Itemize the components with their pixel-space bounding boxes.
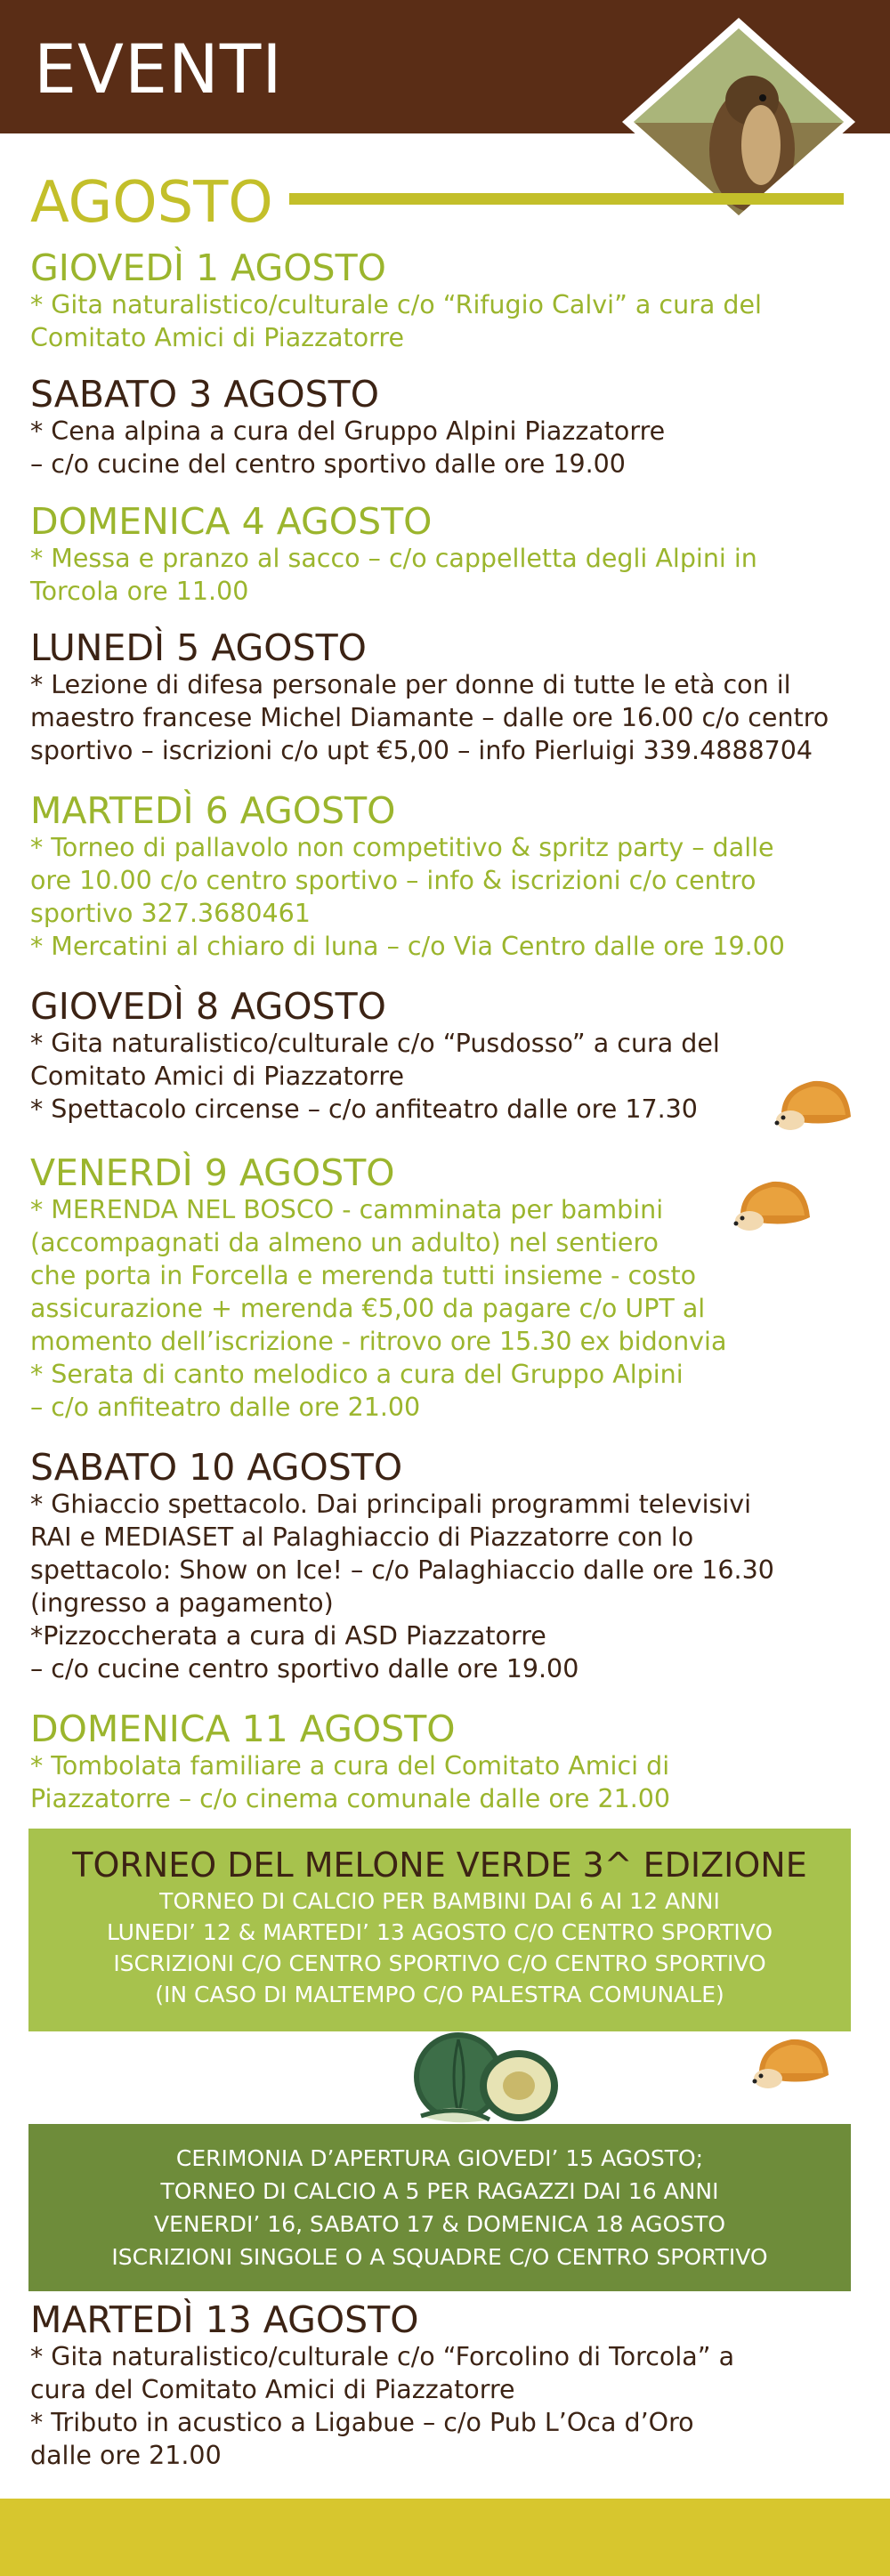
event-line: dalle ore 21.00 (30, 2441, 222, 2470)
event-line: – c/o anfiteatro dalle ore 21.00 (30, 1393, 421, 1422)
event-line: * Ghiaccio spettacolo. Dai principali programmi televisivi (30, 1490, 752, 1519)
hedgehog-icon (773, 1072, 854, 1136)
event-line: * MERENDA NEL BOSCO - camminata per bambini (30, 1195, 664, 1224)
event-day: SABATO 3 AGOSTO (30, 373, 380, 416)
event-line: – c/o cucine centro sportivo dalle ore 19.00 (30, 1654, 579, 1684)
torneo-line: LUNEDI’ 12 & MARTEDI’ 13 AGOSTO C/O CENTRO SPORTIVO (106, 1919, 773, 1945)
cerimonia-line: ISCRIZIONI SINGOLE O A SQUADRE C/O CENTRO SPORTIVO (111, 2244, 768, 2270)
event-line: * Gita naturalistico/culturale c/o “Pusdosso” a cura del (30, 1029, 720, 1058)
event-day: MARTEDÌ 6 AGOSTO (30, 789, 396, 832)
event-line: spettacolo: Show on Ice! – c/o Palaghiaccio dalle ore 16.30 (30, 1555, 774, 1585)
event-line: * Serata di canto melodico a cura del Gruppo Alpini (30, 1360, 684, 1389)
event-line: * Torneo di pallavolo non competitivo & spritz party – dalle (30, 833, 774, 862)
event-line: * Lezione di difesa personale per donne di tutte le età con il (30, 670, 791, 699)
event-line: * Tombolata familiare a cura del Comitato Amici di (30, 1751, 670, 1781)
event-line: Torcola ore 11.00 (30, 577, 249, 606)
event-line: assicurazione + merenda €5,00 da pagare c/o UPT al (30, 1294, 706, 1323)
torneo-melone-verde-box (28, 1829, 851, 2031)
event-10-agosto (30, 1447, 858, 1685)
cerimonia-line: TORNEO DI CALCIO A 5 PER RAGAZZI DAI 16 ANNI (160, 2178, 719, 2204)
event-5-agosto (30, 627, 858, 767)
event-line: Comitato Amici di Piazzatorre (30, 1062, 404, 1091)
torneo-line: TORNEO DI CALCIO PER BAMBINI DAI 6 AI 12 ANNI (159, 1888, 720, 1914)
event-day: VENERDÌ 9 AGOSTO (30, 1151, 395, 1194)
page-title: EVENTI (34, 29, 283, 109)
event-line: maestro francese Michel Diamante – dalle ore 16.00 c/o centro (30, 703, 829, 732)
event-line: sportivo 327.3680461 (30, 899, 311, 928)
hedgehog-icon (750, 2031, 832, 2095)
hedgehog-icon (732, 1173, 813, 1237)
event-day: LUNEDÌ 5 AGOSTO (30, 626, 367, 669)
event-line: (accompagnati da almeno un adulto) nel sentiero (30, 1228, 659, 1257)
event-line: (ingresso a pagamento) (30, 1588, 334, 1618)
event-6-agosto (30, 790, 858, 963)
footer-bar (0, 2499, 890, 2576)
torneo-line: ISCRIZIONI C/O CENTRO SPORTIVO C/O CENTRO SPORTIVO (113, 1950, 766, 1976)
cerimonia-box (28, 2124, 851, 2291)
event-line: * Mercatini al chiaro di luna – c/o Via Centro dalle ore 19.00 (30, 932, 785, 961)
event-line: * Tributo in acustico a Ligabue – c/o Pub L’Oca d’Oro (30, 2408, 694, 2437)
month-title: AGOSTO (30, 170, 273, 236)
event-line: RAI e MEDIASET al Palaghiaccio di Piazzatorre con lo (30, 1522, 694, 1552)
event-line: * Cena alpina a cura del Gruppo Alpini Piazzatorre (30, 416, 666, 446)
cerimonia-line: CERIMONIA D’APERTURA GIOVEDI’ 15 AGOSTO; (175, 2145, 704, 2171)
event-day: DOMENICA 4 AGOSTO (30, 500, 433, 543)
event-line: * Spettacolo circense – c/o anfiteatro dalle ore 17.30 (30, 1094, 698, 1124)
event-line: *Pizzoccherata a cura di ASD Piazzatorre (30, 1621, 546, 1651)
event-13-agosto (30, 2299, 858, 2472)
event-4-agosto (30, 501, 858, 608)
event-line: * Gita naturalistico/culturale c/o “Forcolino di Torcola” a (30, 2342, 735, 2371)
event-line: ore 10.00 c/o centro sportivo – info & iscrizioni c/o centro (30, 866, 756, 895)
event-3-agosto (30, 374, 858, 480)
event-line: * Gita naturalistico/culturale c/o “Rifugio Calvi” a cura del (30, 290, 762, 319)
event-8-agosto (30, 986, 858, 1126)
month-divider (289, 193, 844, 205)
event-line: – c/o cucine del centro sportivo dalle ore 19.00 (30, 449, 626, 479)
event-line: sportivo – iscrizioni c/o upt €5,00 – info Pierluigi 339.4888704 (30, 736, 813, 765)
event-1-agosto (30, 247, 858, 354)
cerimonia-line: VENERDI’ 16, SABATO 17 & DOMENICA 18 AGOSTO (154, 2211, 725, 2237)
event-line: Comitato Amici di Piazzatorre (30, 323, 404, 352)
event-day: MARTEDÌ 13 AGOSTO (30, 2298, 419, 2341)
torneo-line: (IN CASO DI MALTEMPO C/O PALESTRA COMUNALE) (155, 1982, 724, 2007)
event-11-agosto (30, 1708, 858, 1815)
event-line: cura del Comitato Amici di Piazzatorre (30, 2375, 515, 2404)
event-day: GIOVEDÌ 1 AGOSTO (30, 246, 386, 289)
event-line: Piazzatorre – c/o cinema comunale dalle ore 21.00 (30, 1784, 671, 1813)
event-line: * Messa e pranzo al sacco – c/o cappelletta degli Alpini in (30, 544, 757, 573)
event-line: che porta in Forcella e merenda tutti insieme - costo (30, 1261, 697, 1290)
event-line: momento dell’iscrizione - ritrovo ore 15.30 ex bidonvia (30, 1327, 727, 1356)
event-day: DOMENICA 11 AGOSTO (30, 1708, 456, 1750)
event-day: GIOVEDÌ 8 AGOSTO (30, 985, 386, 1028)
melon-illustration (405, 2027, 565, 2127)
torneo-title: TORNEO DEL MELONE VERDE 3^ EDIZIONE (72, 1845, 807, 1885)
event-day: SABATO 10 AGOSTO (30, 1446, 403, 1489)
